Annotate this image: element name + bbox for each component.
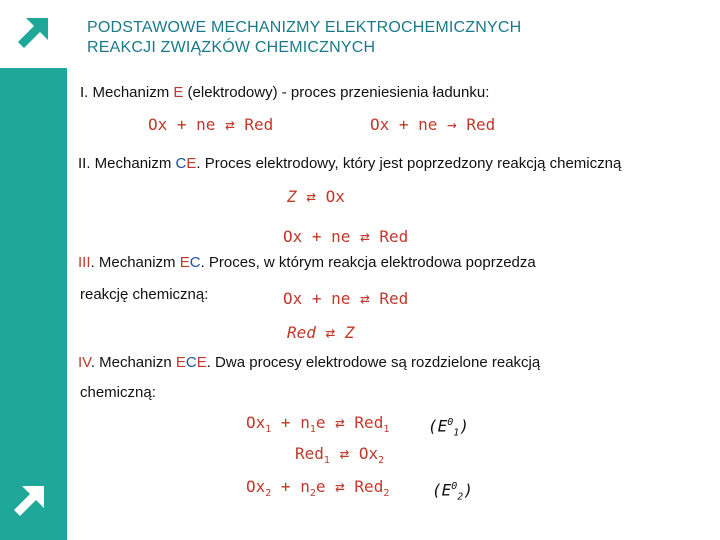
eq-species: Red xyxy=(354,477,384,496)
section1-letter-e: E xyxy=(173,84,184,101)
eq-subscript: 1 xyxy=(309,424,316,436)
title-line-2: REAKCJI ZWIĄZKÓW CHEMICZNYCH xyxy=(87,39,376,56)
eq-electron: e xyxy=(315,413,326,432)
section4-roman: IV xyxy=(78,354,91,371)
section2-prefix: II. Mechanizm xyxy=(78,155,176,172)
section4-equation-1 xyxy=(246,413,389,440)
section4-potential-1 xyxy=(428,413,469,444)
eq-electron: e xyxy=(315,477,326,496)
section3-roman: III xyxy=(78,254,91,271)
eq-right: Red xyxy=(244,115,274,134)
eq-left: Ox + ne xyxy=(370,115,438,134)
equilibrium-arrow-icon: ⇄ xyxy=(306,187,316,206)
section2-equation-1 xyxy=(287,187,345,207)
equilibrium-arrow-icon: ⇄ xyxy=(325,323,336,342)
section4-letter-e1: E xyxy=(175,354,186,371)
section3-prefix: . Mechanizm xyxy=(90,254,180,271)
equilibrium-arrow-icon: ⇄ xyxy=(335,413,345,432)
section4-rest: . Dwa procesy elektrodowe są rozdzielone reakcją xyxy=(206,354,541,371)
section2-heading xyxy=(78,155,621,173)
potential-open: (E xyxy=(428,416,448,436)
section4-equation-2 xyxy=(295,444,384,471)
section3-continuation: reakcję chemiczną: xyxy=(80,286,209,303)
section4-continuation: chemiczną: xyxy=(80,384,156,401)
eq-right: Red xyxy=(466,115,496,134)
eq-species: Red xyxy=(354,413,384,432)
section4-heading xyxy=(78,354,540,372)
eq-species: Ox xyxy=(358,444,379,463)
eq-subscript: 1 xyxy=(323,455,330,467)
potential-close: ) xyxy=(459,416,469,436)
equilibrium-arrow-icon: ⇄ xyxy=(339,444,350,463)
section2-rest: . Proces elektrodowy, który jest poprzedzony reakcją chemiczną xyxy=(196,155,622,172)
logo-arrow-icon-bottom xyxy=(8,482,48,522)
eq-subscript: 2 xyxy=(265,488,272,500)
eq-subscript: 2 xyxy=(378,455,385,467)
eq-plus: + n xyxy=(271,413,310,432)
eq-right: Ox xyxy=(325,187,345,206)
potential-open: (E xyxy=(432,480,452,500)
section3-letter-c: C xyxy=(189,254,201,271)
equilibrium-arrow-icon: ⇄ xyxy=(360,289,370,308)
eq-right: Red xyxy=(379,289,409,308)
section1-prefix: I. Mechanizm xyxy=(80,84,174,101)
section2-equation-2 xyxy=(283,227,408,247)
eq-species: Red xyxy=(295,444,324,463)
potential-sup: 0 xyxy=(447,417,454,428)
section4-potential-2 xyxy=(432,477,473,508)
eq-plus: + n xyxy=(271,477,310,496)
section3-equation-1 xyxy=(283,289,408,309)
equilibrium-arrow-icon: ⇄ xyxy=(360,227,370,246)
section1-heading xyxy=(80,84,489,102)
logo-arrow-icon-top xyxy=(12,14,52,54)
eq-species: Ox xyxy=(246,477,266,496)
eq-left: Ox + ne xyxy=(148,115,216,134)
eq-left: Z xyxy=(287,187,297,206)
title-line-1: PODSTAWOWE MECHANIZMY ELEKTROCHEMICZNYCH xyxy=(87,19,522,36)
section1-rest: (elektrodowy) - proces przeniesienia ładunku: xyxy=(183,84,490,101)
eq-subscript: 2 xyxy=(383,488,390,500)
eq-left: Ox + ne xyxy=(283,227,351,246)
section4-letter-e2: E xyxy=(196,354,207,371)
eq-species: Ox xyxy=(246,413,266,432)
eq-left: Red xyxy=(287,323,316,342)
equilibrium-arrow-icon: ⇄ xyxy=(335,477,345,496)
section1-equation-reversible xyxy=(148,115,273,135)
potential-close: ) xyxy=(463,480,473,500)
potential-sub: 2 xyxy=(457,491,464,503)
section3-equation-2 xyxy=(287,323,354,343)
eq-subscript: 1 xyxy=(383,424,390,436)
section4-letter-c: C xyxy=(185,354,197,371)
potential-sub: 1 xyxy=(453,427,460,439)
sidebar-accent-bar xyxy=(0,68,67,540)
eq-right: Red xyxy=(379,227,409,246)
eq-subscript: 1 xyxy=(265,424,272,436)
equilibrium-arrow-icon: ⇄ xyxy=(225,115,235,134)
section2-letter-c: C xyxy=(175,155,187,172)
section3-heading xyxy=(78,254,536,272)
eq-right: Z xyxy=(344,323,355,342)
section3-letter-e: E xyxy=(179,254,190,271)
section2-letter-e: E xyxy=(186,155,197,172)
potential-sup: 0 xyxy=(451,481,458,492)
section1-equation-irreversible xyxy=(370,115,495,135)
eq-left: Ox + ne xyxy=(283,289,351,308)
eq-subscript: 2 xyxy=(309,488,316,500)
section4-equation-3 xyxy=(246,477,389,504)
right-arrow-icon: → xyxy=(447,115,457,134)
section4-prefix: . Mechanizn xyxy=(90,354,176,371)
section3-rest: . Proces, w którym reakcja elektrodowa poprzedza xyxy=(200,254,536,271)
page-title xyxy=(87,18,521,58)
